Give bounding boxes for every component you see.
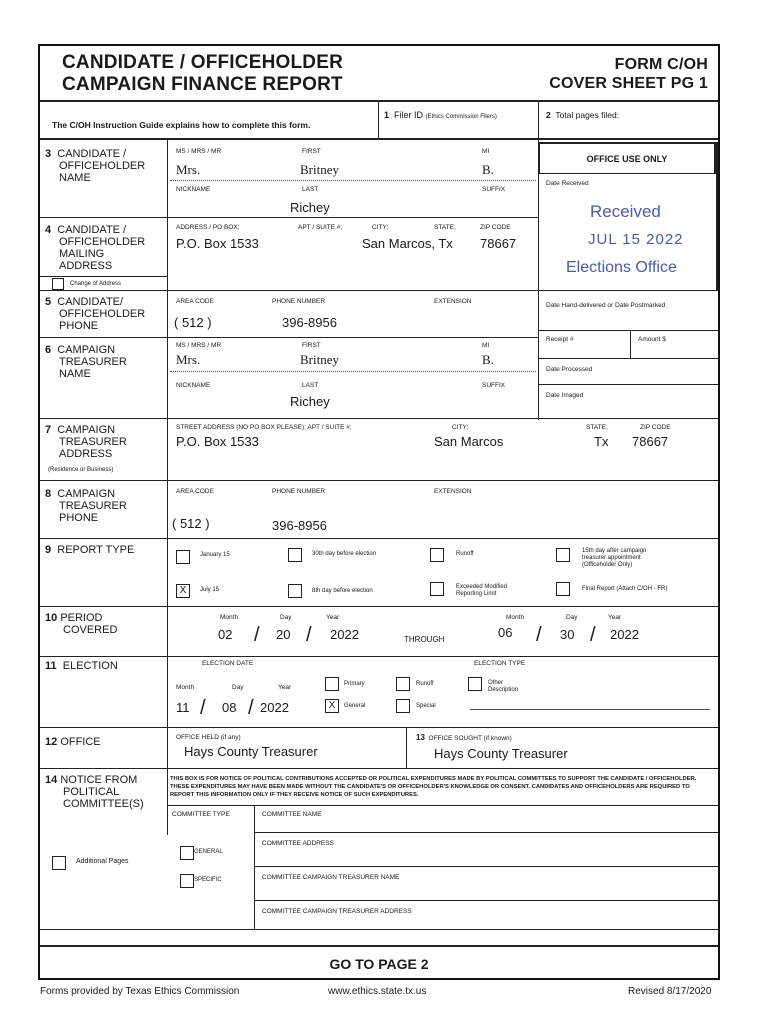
address-header: ADDRESS / PO BOX;	[176, 224, 240, 231]
section-14-label: 14 NOTICE FROM POLITICAL COMMITTEE(S)	[45, 774, 144, 810]
phone-header: PHONE NUMBER	[272, 488, 326, 495]
treasurer-street-field[interactable]: P.O. Box 1533	[176, 434, 259, 449]
section-5-label: 5 CANDIDATE/ OFFICEHOLDER PHONE	[45, 296, 146, 332]
treasurer-state-field[interactable]: Tx	[594, 434, 609, 449]
committee-specific-label: SPECIFIC	[194, 877, 222, 883]
section-7-label: 7 CAMPAIGN TREASURER ADDRESS	[45, 424, 127, 460]
additional-pages-label: Additional Pages	[76, 858, 129, 865]
election-other-checkbox[interactable]	[468, 677, 482, 691]
committee-treasurer-address-header: COMMITTEE CAMPAIGN TREASURER ADDRESS	[262, 908, 412, 915]
divider	[406, 728, 407, 768]
report-runoff-checkbox[interactable]	[430, 548, 444, 562]
date-hand-delivered-label: Date Hand-delivered or Date Postmarked	[546, 302, 666, 309]
row-rule	[40, 276, 167, 277]
area-code-header: AREA CODE	[176, 488, 214, 495]
report-july-checkbox[interactable]	[176, 584, 190, 598]
date-processed-label: Date Processed	[546, 366, 593, 373]
divider	[538, 102, 539, 138]
row-rule	[538, 290, 718, 291]
row-rule	[40, 606, 718, 607]
row-rule	[40, 480, 718, 481]
committee-address-header: COMMITTEE ADDRESS	[262, 840, 334, 847]
office-box-right	[716, 142, 718, 290]
section-4-label: 4 CANDIDATE / OFFICEHOLDER MAILING ADDRESS	[45, 224, 146, 272]
office-held-field[interactable]: Hays County Treasurer	[184, 744, 318, 759]
phone-header: PHONE NUMBER	[272, 298, 326, 305]
to-month-header: Month	[506, 614, 525, 621]
election-day-field[interactable]: 08	[222, 700, 237, 715]
state-header: STATE;	[586, 424, 608, 431]
report-8th-checkbox[interactable]	[288, 584, 302, 598]
committee-general-label: GENERAL	[194, 849, 223, 855]
frame-top	[38, 44, 720, 46]
office-column-divider	[538, 140, 539, 420]
election-day-header: Day	[232, 684, 244, 691]
receipt-label: Receipt #	[546, 336, 574, 343]
section-12-label: 12 OFFICE	[45, 736, 101, 748]
area-code-header: AREA CODE	[176, 298, 214, 305]
form-title-line2: CAMPAIGN FINANCE REPORT	[62, 74, 343, 95]
committee-treasurer-header: COMMITTEE CAMPAIGN TREASURER NAME	[262, 874, 400, 881]
report-15th-label: 15th day after campaign treasurer appointment (Officeholder Only)	[582, 548, 647, 568]
candidate-last-header: LAST	[302, 186, 319, 193]
candidate-area-code-field[interactable]: ( 512 )	[174, 315, 212, 330]
row-rule	[254, 866, 718, 867]
row-rule	[40, 538, 718, 539]
state-header: STATE;	[434, 224, 456, 231]
row-rule	[40, 727, 718, 728]
report-july-mark: X	[179, 585, 187, 596]
go-to-page-2: GO TO PAGE 2	[329, 956, 429, 972]
election-general-mark: X	[328, 700, 336, 711]
report-final-checkbox[interactable]	[556, 582, 570, 596]
candidate-mi-field[interactable]: B.	[482, 162, 494, 177]
from-year-field[interactable]: 2022	[330, 627, 359, 642]
row-rule	[254, 832, 718, 833]
city-header: CITY;	[452, 424, 469, 431]
treasurer-last-header: LAST	[302, 382, 319, 389]
election-type-header: ELECTION TYPE	[474, 660, 526, 667]
divider	[378, 102, 379, 138]
row-rule	[40, 929, 718, 930]
election-special-checkbox[interactable]	[396, 699, 410, 713]
election-month-header: Month	[176, 684, 195, 691]
apt-header: APT / SUITE #;	[298, 224, 343, 231]
footer-url[interactable]: www.ethics.state.tx.us	[328, 986, 427, 997]
office-held-header: OFFICE HELD (if any)	[176, 734, 241, 741]
report-exceeded-label: Exceeded Modified Reporting Limit	[456, 584, 508, 597]
row-rule	[40, 217, 538, 218]
amount-label: Amount $	[638, 336, 666, 343]
candidate-zip-field[interactable]: 78667	[480, 236, 517, 251]
received-stamp-date: JUL 15 2022	[588, 231, 684, 248]
election-primary-checkbox[interactable]	[325, 677, 339, 691]
treasurer-title-header: MS / MRS / MR	[176, 342, 222, 349]
report-30th-label: 30th day before election	[312, 551, 377, 557]
from-day-field[interactable]: 20	[276, 627, 291, 642]
header-rule	[40, 100, 718, 102]
row-rule	[40, 290, 538, 291]
street-header: STREET ADDRESS (NO PO BOX PLEASE); APT / SUITE #;	[176, 424, 352, 431]
report-30th-checkbox[interactable]	[288, 548, 302, 562]
row-rule	[40, 768, 718, 769]
form-id-line1: FORM C/OH	[614, 56, 708, 73]
treasurer-last-field[interactable]: Richey	[290, 394, 330, 409]
office-sought-field[interactable]: Hays County Treasurer	[434, 746, 568, 761]
footer-provided-by: Forms provided by Texas Ethics Commission	[40, 986, 240, 997]
treasurer-first-header: FIRST	[302, 342, 321, 349]
row-rule	[538, 384, 718, 385]
section-9-label: 9 REPORT TYPE	[45, 544, 135, 556]
committee-specific-checkbox[interactable]	[180, 874, 194, 888]
instruction-text: The C/OH Instruction Guide explains how to complete this form.	[52, 120, 311, 130]
election-year-field[interactable]: 2022	[260, 700, 289, 715]
candidate-first-field[interactable]: Britney	[300, 162, 339, 177]
zip-header: ZIP CODE	[480, 224, 511, 231]
change-of-address-checkbox[interactable]	[52, 278, 64, 290]
row-rule	[40, 656, 718, 657]
form-title-line1: CANDIDATE / OFFICEHOLDER	[62, 52, 343, 73]
candidate-address-field[interactable]: P.O. Box 1533	[176, 236, 259, 251]
section-3-label: 3 CANDIDATE / OFFICEHOLDER NAME	[45, 148, 146, 184]
committee-type-header: COMMITTEE TYPE	[172, 811, 230, 818]
received-stamp: Received	[590, 202, 661, 221]
footer-revised: Revised 8/17/2020	[628, 986, 712, 997]
election-date-header: ELECTION DATE	[202, 660, 254, 667]
row-rule	[40, 945, 718, 947]
row-rule	[40, 418, 718, 419]
office-use-title: OFFICE USE ONLY	[586, 154, 668, 164]
candidate-mi-header: MI	[482, 148, 490, 155]
candidate-suffix-header: SUFFIX	[482, 186, 506, 193]
treasurer-mi-header: MI	[482, 342, 490, 349]
additional-pages-checkbox[interactable]	[52, 856, 66, 870]
dotted-divider	[170, 371, 536, 372]
section-8-label: 8 CAMPAIGN TREASURER PHONE	[45, 488, 127, 524]
dotted-divider	[170, 180, 536, 181]
candidate-city-state-field[interactable]: San Marcos, Tx	[362, 236, 453, 251]
label-column-divider	[167, 140, 168, 835]
section-6-label: 6 CAMPAIGN TREASURER NAME	[45, 344, 127, 380]
to-day-header: Day	[566, 614, 578, 621]
treasurer-area-code-field[interactable]: ( 512 )	[172, 516, 210, 531]
section-10-label: 10 PERIOD COVERED	[45, 612, 118, 636]
candidate-title-header: MS / MRS / MR	[176, 148, 222, 155]
treasurer-city-field[interactable]: San Marcos	[434, 434, 504, 449]
divider	[254, 806, 255, 929]
report-january-checkbox[interactable]	[176, 550, 190, 564]
election-general-label: General	[344, 703, 366, 709]
candidate-title-field[interactable]: Mrs.	[176, 162, 201, 177]
row-rule	[167, 805, 718, 806]
to-year-field[interactable]: 2022	[610, 627, 639, 642]
treasurer-title-field[interactable]: Mrs.	[176, 352, 201, 367]
candidate-last-field[interactable]: Richey	[290, 200, 330, 215]
election-month-field[interactable]: 11	[176, 700, 190, 715]
from-day-header: Day	[280, 614, 292, 621]
election-runoff-label: Runoff	[416, 681, 434, 687]
committee-name-header: COMMITTEE NAME	[262, 811, 322, 818]
treasurer-zip-field[interactable]: 78667	[632, 434, 669, 449]
treasurer-suffix-header: SUFFIX	[482, 382, 506, 389]
to-day-field[interactable]: 30	[560, 627, 575, 642]
to-month-field[interactable]: 06	[498, 625, 513, 640]
election-other-label: Other Description	[488, 680, 519, 693]
frame-right	[718, 44, 720, 980]
other-description-line	[470, 709, 710, 710]
report-exceeded-checkbox[interactable]	[430, 582, 444, 596]
office-sought-header: 13 OFFICE SOUGHT (if known)	[416, 733, 512, 742]
treasurer-phone-field[interactable]: 396-8956	[272, 518, 327, 533]
report-8th-label: 8th day before election	[312, 588, 373, 594]
date-slash: /	[590, 624, 596, 646]
row-rule	[538, 358, 718, 359]
election-special-label: Special	[416, 703, 436, 709]
election-runoff-checkbox[interactable]	[396, 677, 410, 691]
total-pages-label: 2 Total pages filed:	[546, 110, 620, 120]
section-11-label: 11 ELECTION	[45, 660, 118, 672]
date-imaged-label: Date Imaged	[546, 392, 584, 399]
frame-left	[38, 44, 40, 980]
row-rule	[40, 138, 718, 140]
treasurer-first-field[interactable]: Britney	[300, 352, 339, 367]
divider	[630, 330, 631, 358]
zip-header: ZIP CODE	[640, 424, 671, 431]
from-year-header: Year	[326, 614, 340, 621]
report-january-label: January 15	[200, 552, 230, 558]
treasurer-nickname-header: NICKNAME	[176, 382, 211, 389]
date-received-label: Date Received	[546, 180, 589, 187]
date-slash: /	[248, 697, 254, 719]
date-slash: /	[254, 624, 260, 646]
frame-bottom	[38, 978, 720, 980]
report-july-label: July 15	[200, 587, 220, 593]
date-slash: /	[306, 624, 312, 646]
from-month-header: Month	[220, 614, 239, 621]
row-rule	[40, 337, 538, 338]
extension-header: EXTENSION	[434, 298, 472, 305]
report-final-label: Final Report (Attach C/OH - FR)	[582, 586, 668, 592]
city-header: CITY;	[372, 224, 389, 231]
office-use-header-box	[538, 142, 716, 174]
form-id-line2: COVER SHEET PG 1	[549, 75, 708, 92]
residence-note: (Residence or Business)	[48, 467, 114, 473]
date-slash: /	[200, 697, 206, 719]
election-general-checkbox[interactable]	[325, 699, 339, 713]
filer-id-label: 1 Filer ID (Ethics Commission Filers)	[384, 110, 497, 120]
election-year-header: Year	[278, 684, 292, 691]
date-slash: /	[536, 624, 542, 646]
candidate-first-header: FIRST	[302, 148, 321, 155]
through-label: THROUGH	[404, 635, 445, 644]
election-primary-label: Primary	[344, 681, 365, 687]
treasurer-mi-field[interactable]: B.	[482, 352, 494, 367]
extension-header: EXTENSION	[434, 488, 472, 495]
committee-general-checkbox[interactable]	[180, 846, 194, 860]
change-of-address-label: Change of Address	[70, 281, 122, 287]
to-year-header: Year	[608, 614, 622, 621]
from-month-field[interactable]: 02	[218, 627, 233, 642]
candidate-phone-field[interactable]: 396-8956	[282, 315, 337, 330]
report-15th-checkbox[interactable]	[556, 548, 570, 562]
candidate-nickname-header: NICKNAME	[176, 186, 211, 193]
row-rule	[254, 900, 718, 901]
received-stamp-office: Elections Office	[566, 259, 677, 276]
report-runoff-label: Runoff	[456, 551, 474, 557]
political-committee-notice: THIS BOX IS FOR NOTICE OF POLITICAL CONTRIBUTIONS ACCEPTED OR POLITICAL EXPENDITURES MADE BY POLITICAL COMMITTEES TO SUPPORT THE CANDIDATE / OFFICEHOLDER. THESE EXPENDITURES MAY HAVE BEEN MADE WITHOUT THE CANDIDATE'S OR OFFICEHOLDER'S KNOWLEDGE OR CONSENT. CANDIDATES AND OFFICEHOLDERS ARE REQUIRED TO REPORT THIS INFORMATION ONLY IF THEY RECEIVE NOTICE OF SUCH EXPENDITURES.	[170, 776, 697, 798]
row-rule	[538, 330, 718, 331]
